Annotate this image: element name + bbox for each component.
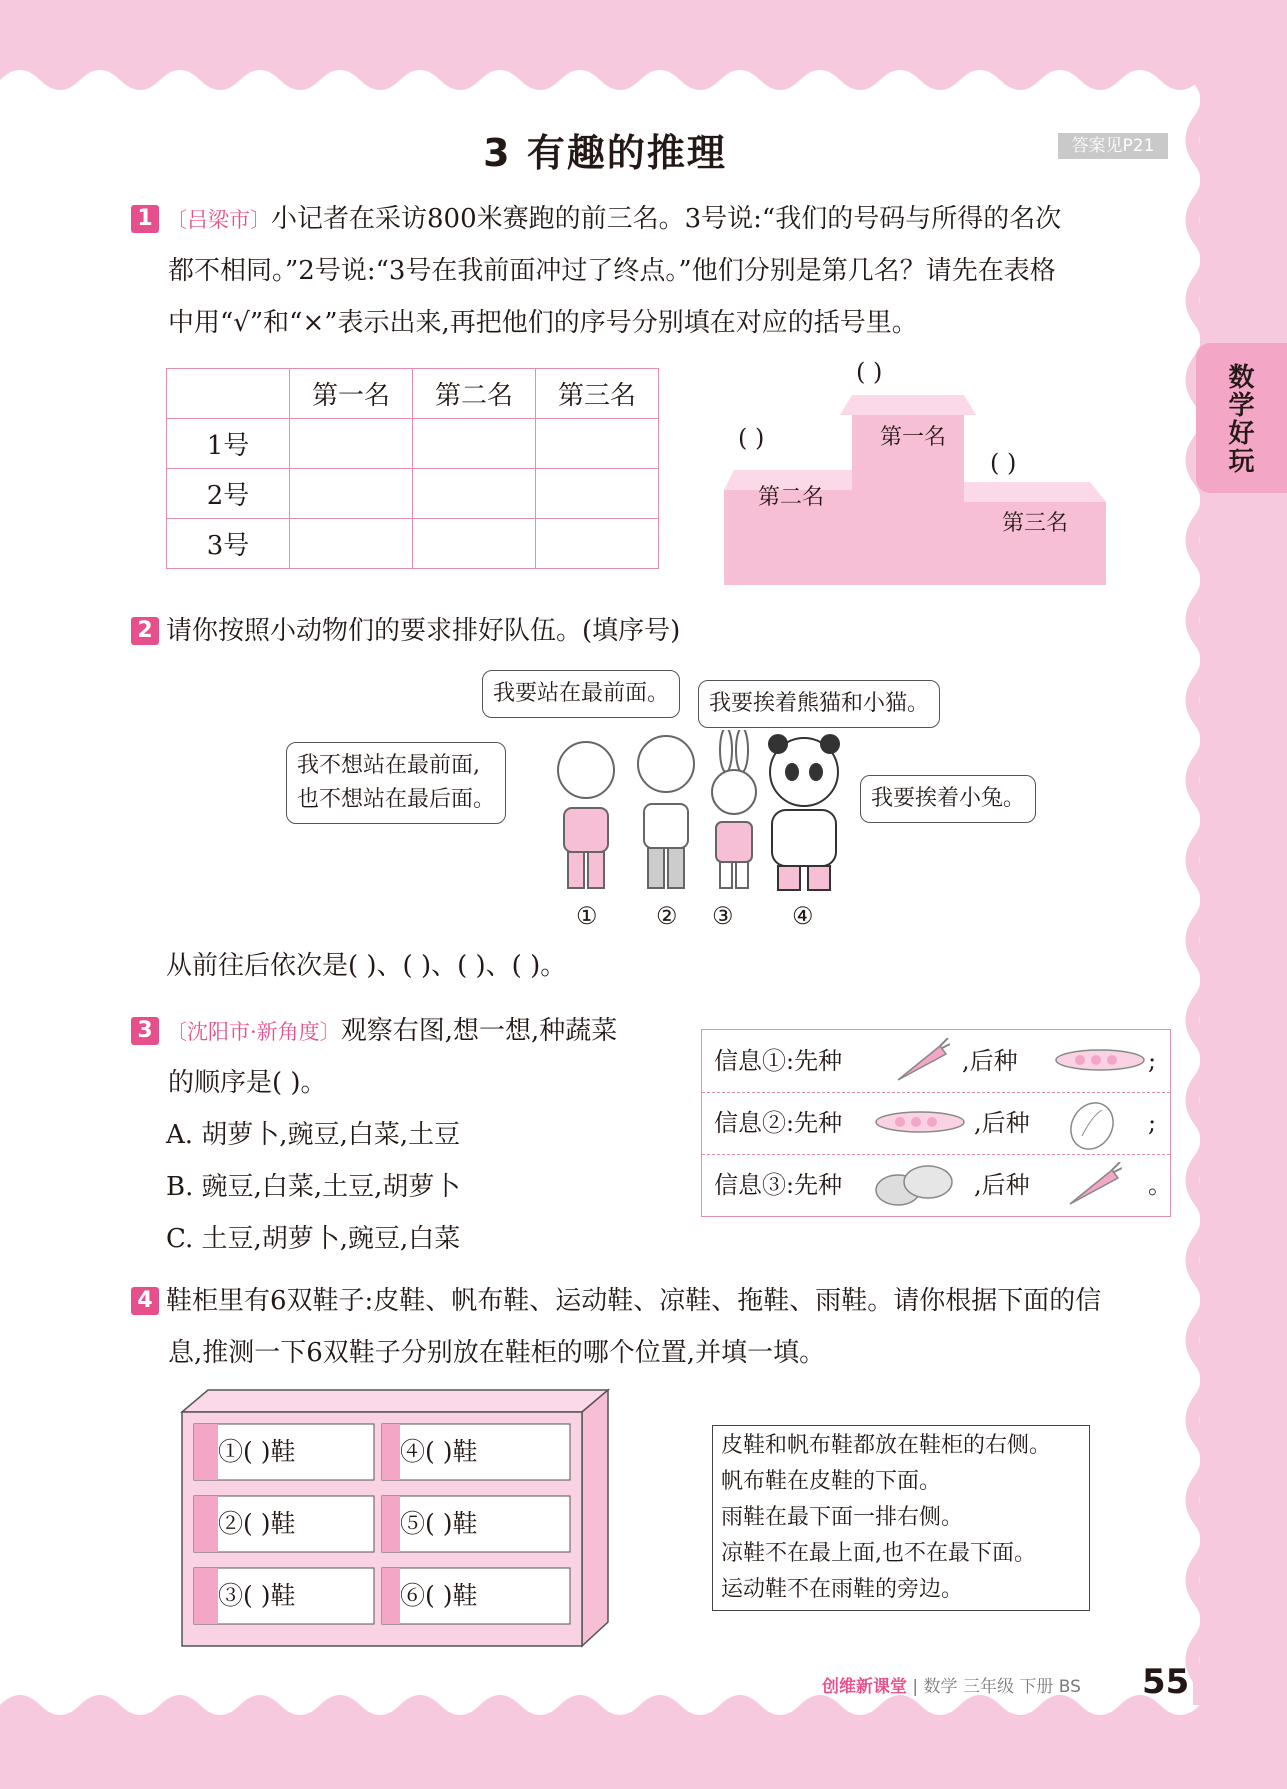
question-3-region: 〔沈阳市·新角度〕	[166, 1020, 341, 1044]
cabinet-slot-6[interactable]: ⑥( )鞋	[400, 1581, 478, 1610]
pea-pod-icon	[870, 1102, 970, 1142]
shoe-clue-box	[712, 1425, 1090, 1611]
vegetable-info-box	[701, 1029, 1171, 1217]
info-row-1	[702, 1030, 1170, 1093]
potato-icon	[870, 1160, 960, 1210]
footer-brand: 创维新课堂	[822, 1677, 907, 1697]
table-row-label-3: 3号	[167, 519, 290, 569]
question-number-1: 1	[131, 205, 159, 233]
carrot-icon	[890, 1038, 950, 1084]
table-row-label-2: 2号	[167, 469, 290, 519]
ranking-table	[166, 368, 659, 569]
table-cell[interactable]	[413, 519, 536, 569]
dog-figure	[638, 736, 694, 888]
cabinet-slot-5[interactable]: ⑤( )鞋	[400, 1509, 478, 1538]
third-place-blank[interactable]: ( )	[990, 449, 1017, 477]
table-cell[interactable]	[536, 469, 659, 519]
question-number-2: 2	[131, 617, 159, 645]
answer-reference-tag: 答案见P21	[1058, 133, 1168, 159]
question-1-line-2: 都不相同。”2号说:“3号在我前面冲过了终点。”他们分别是第几名？请先在表格	[168, 256, 1056, 286]
podium-second-label: 第二名	[758, 485, 825, 510]
cat-figure	[558, 742, 614, 888]
panda-figure	[768, 734, 840, 890]
table-cell[interactable]	[413, 469, 536, 519]
page-number: 55	[1142, 1662, 1190, 1702]
table-cell[interactable]	[413, 419, 536, 469]
page-title: 3 有趣的推理	[483, 131, 727, 175]
animal-marker-2: ②	[656, 902, 678, 930]
question-1-text-1: 小记者在采访800米赛跑的前三名。3号说:“我们的号码与所得的名次	[271, 204, 1062, 234]
cat-bubble-line-1: 我不想站在最前面,	[297, 753, 480, 778]
info-3-end: 。	[1148, 1171, 1172, 1199]
question-2-answer-line[interactable]: 从前往后依次是( )、( )、( )、( )。	[166, 951, 567, 981]
carrot-icon	[1062, 1162, 1122, 1208]
podium-third-label: 第三名	[1002, 511, 1069, 536]
question-3-option-b[interactable]: B. 豌豆,白菜,土豆,胡萝卜	[166, 1172, 461, 1202]
animals-illustration	[540, 730, 860, 910]
animal-marker-1: ①	[576, 902, 598, 930]
cabinet-slot-2[interactable]: ②( )鞋	[218, 1509, 296, 1538]
clue-line-2: 帆布鞋在皮鞋的下面。	[721, 1469, 942, 1494]
table-cell[interactable]	[290, 519, 413, 569]
info-3-label: 信息③:先种	[714, 1171, 843, 1199]
second-place-blank[interactable]: ( )	[738, 424, 765, 452]
footer-book-info: | 数学 三年级 下册 BS	[912, 1677, 1081, 1697]
clue-line-1: 皮鞋和帆布鞋都放在鞋柜的右侧。	[721, 1433, 1052, 1458]
cabbage-icon	[1062, 1096, 1122, 1150]
info-row-3	[702, 1154, 1170, 1216]
table-cell[interactable]	[290, 419, 413, 469]
table-cell[interactable]	[536, 419, 659, 469]
question-1-line-3: 中用“√”和“×”表示出来,再把他们的序号分别填在对应的括号里。	[168, 308, 918, 338]
info-2-mid: ,后种	[974, 1109, 1030, 1137]
question-2-text: 请你按照小动物们的要求排好队伍。(填序号)	[166, 616, 681, 646]
speech-bubble-next-to-rabbit: 我要挨着小兔。	[860, 775, 1036, 823]
clue-line-3: 雨鞋在最下面一排右侧。	[721, 1505, 964, 1530]
first-place-blank[interactable]: ( )	[856, 358, 883, 386]
animal-marker-3: ③	[712, 902, 734, 930]
cabinet-slot-1[interactable]: ①( )鞋	[218, 1437, 296, 1466]
question-3-text-1: 观察右图,想一想,种蔬菜	[340, 1016, 618, 1046]
side-tab-label: 数学好玩	[1224, 363, 1254, 475]
question-3-line-2[interactable]: 的顺序是( )。	[168, 1068, 327, 1098]
table-header-second: 第二名	[413, 369, 536, 419]
table-cell[interactable]	[536, 519, 659, 569]
cabinet-slot-4[interactable]: ④( )鞋	[400, 1437, 478, 1466]
cat-bubble-line-2: 也不想站在最后面。	[297, 787, 496, 812]
table-header-first: 第一名	[290, 369, 413, 419]
rabbit-figure	[712, 730, 756, 888]
question-number-4: 4	[131, 1287, 159, 1315]
table-corner-cell	[167, 369, 290, 419]
question-3-line-1	[166, 1005, 617, 1058]
table-cell[interactable]	[290, 469, 413, 519]
question-4-line-1: 鞋柜里有6双鞋子:皮鞋、帆布鞋、运动鞋、凉鞋、拖鞋、雨鞋。请你根据下面的信	[166, 1286, 1102, 1316]
cabinet-slot-3[interactable]: ③( )鞋	[218, 1581, 296, 1610]
question-number-3: 3	[131, 1017, 159, 1045]
info-2-end: ;	[1148, 1109, 1157, 1137]
animal-marker-4: ④	[792, 902, 814, 930]
info-1-mid: ,后种	[962, 1047, 1018, 1075]
table-row-label-1: 1号	[167, 419, 290, 469]
clue-line-4: 凉鞋不在最上面,也不在最下面。	[721, 1541, 1036, 1566]
clue-line-5: 运动鞋不在雨鞋的旁边。	[721, 1577, 964, 1602]
question-4-line-2: 息,推测一下6双鞋子分别放在鞋柜的哪个位置,并填一填。	[168, 1338, 826, 1368]
side-section-tab	[1196, 343, 1287, 493]
info-1-end: ;	[1148, 1047, 1157, 1075]
question-3-option-c[interactable]: C. 土豆,胡萝卜,豌豆,白菜	[166, 1224, 461, 1254]
info-row-2	[702, 1092, 1170, 1155]
question-3-option-a[interactable]: A. 胡萝卜,豌豆,白菜,土豆	[166, 1120, 461, 1150]
info-2-label: 信息②:先种	[714, 1109, 843, 1137]
pea-pod-icon	[1050, 1040, 1150, 1080]
podium-first-label: 第一名	[880, 425, 947, 450]
info-3-mid: ,后种	[974, 1171, 1030, 1199]
speech-bubble-cat	[286, 742, 506, 824]
question-1-region: 〔吕梁市〕	[166, 208, 271, 232]
speech-bubble-next-to-bear-cat: 我要挨着熊猫和小猫。	[698, 680, 940, 728]
table-header-third: 第三名	[536, 369, 659, 419]
question-1-line-1	[166, 193, 1061, 246]
speech-bubble-front: 我要站在最前面。	[482, 670, 680, 718]
info-1-label: 信息①:先种	[714, 1047, 843, 1075]
footer-info	[822, 1672, 1081, 1697]
